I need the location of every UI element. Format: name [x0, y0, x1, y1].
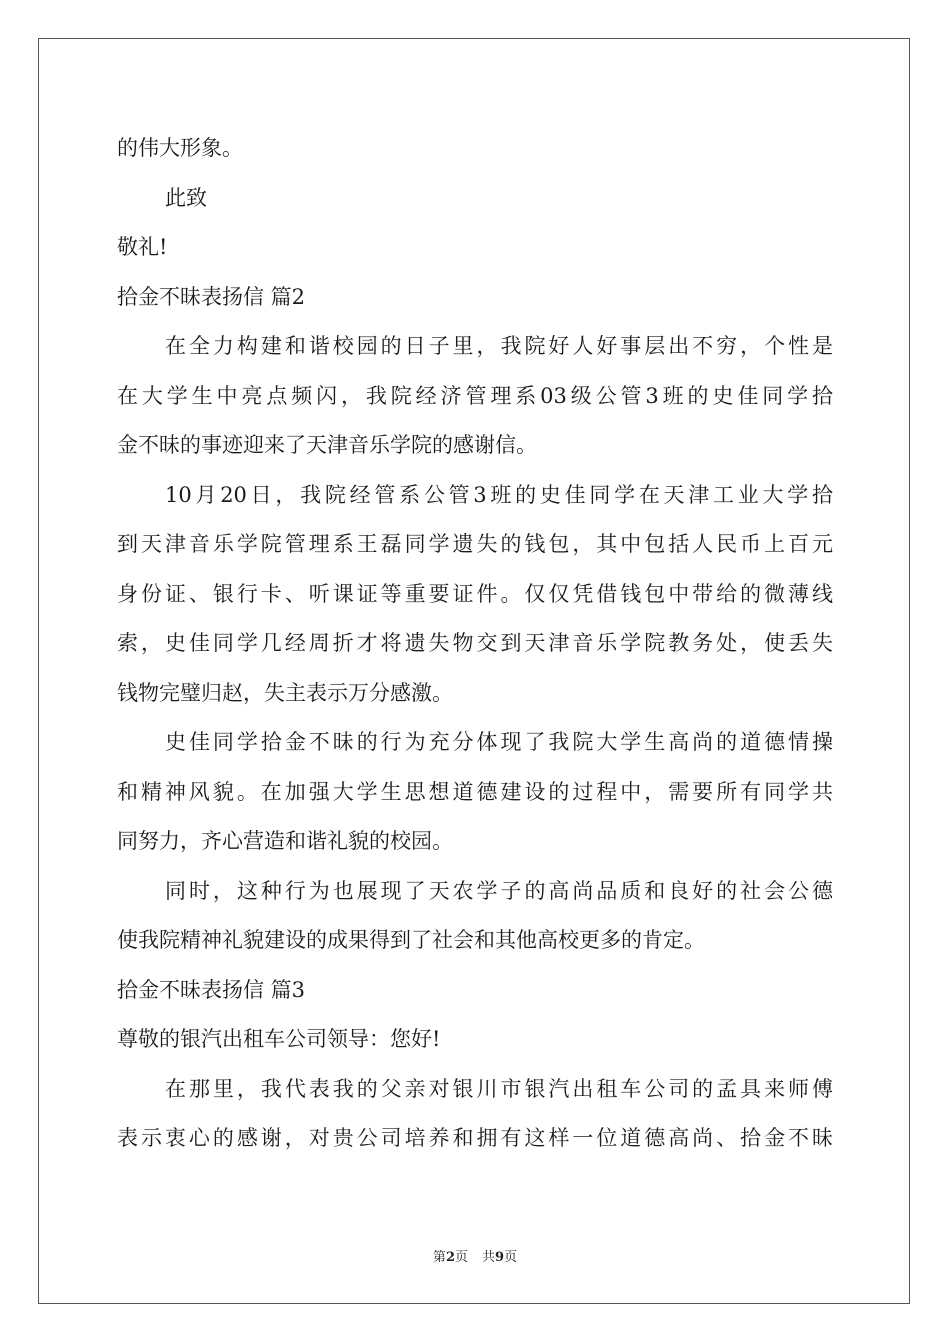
footer-total-unit: 页 — [504, 1250, 518, 1265]
text-line: 表示衷心的感谢，对贵公司培养和拥有这样一位道德高尚、拾金不昧 — [117, 1126, 833, 1150]
text-line: 钱物完璧归赵，失主表示万分感激。 — [117, 680, 453, 705]
section-heading: 拾金不昧表扬信 篇2 — [117, 284, 306, 309]
text-line: 索，史佳同学几经周折才将遗失物交到天津音乐学院教务处，使丢失 — [117, 631, 833, 655]
text-line: 身份证、银行卡、听课证等重要证件。仅仅凭借钱包中带给的微薄线 — [117, 581, 833, 606]
text-line: 在那里，我代表我的父亲对银川市银汽出租车公司的孟具来师傅 — [165, 1076, 833, 1101]
text-line: 史佳同学拾金不昧的行为充分体现了我院大学生高尚的道德情操 — [165, 730, 833, 754]
text-line: 在全力构建和谐校园的日子里，我院好人好事层出不穷，个性是 — [165, 334, 833, 358]
text-line: 金不昧的事迹迎来了天津音乐学院的感谢信。 — [117, 433, 537, 457]
current-page-number: 2 — [445, 1250, 455, 1265]
text-line: 同努力，齐心营造和谐礼貌的校园。 — [117, 829, 453, 853]
text-line: 在大学生中亮点频闪，我院经济管理系03级公管3班的史佳同学拾 — [117, 383, 833, 408]
text-line: 使我院精神礼貌建设的成果得到了社会和其他高校更多的肯定。 — [117, 928, 705, 952]
text-line: 此致 — [165, 185, 207, 210]
footer-prefix: 第 — [432, 1250, 446, 1265]
section-heading: 拾金不昧表扬信 篇3 — [117, 977, 306, 1002]
document-body — [117, 128, 833, 1168]
total-pages-number: 9 — [495, 1250, 505, 1265]
text-line: 10月20日，我院经管系公管3班的史佳同学在天津工业大学拾 — [165, 482, 833, 507]
salutation: 尊敬的银汽出租车公司领导：您好! — [117, 1027, 441, 1051]
text-line: 的伟大形象。 — [117, 136, 243, 160]
text-line: 同时，这种行为也展现了天农学子的高尚品质和良好的社会公德 — [165, 878, 833, 903]
text-line: 敬礼! — [117, 235, 168, 259]
footer-total-prefix: 共 — [482, 1250, 496, 1265]
text-line: 和精神风貌。在加强大学生思想道德建设的过程中，需要所有同学共 — [117, 779, 833, 804]
page-footer — [0, 1246, 950, 1265]
footer-page-unit: 页 — [454, 1250, 468, 1265]
text-line: 到天津音乐学院管理系王磊同学遗失的钱包，其中包括人民币上百元 — [117, 532, 833, 556]
